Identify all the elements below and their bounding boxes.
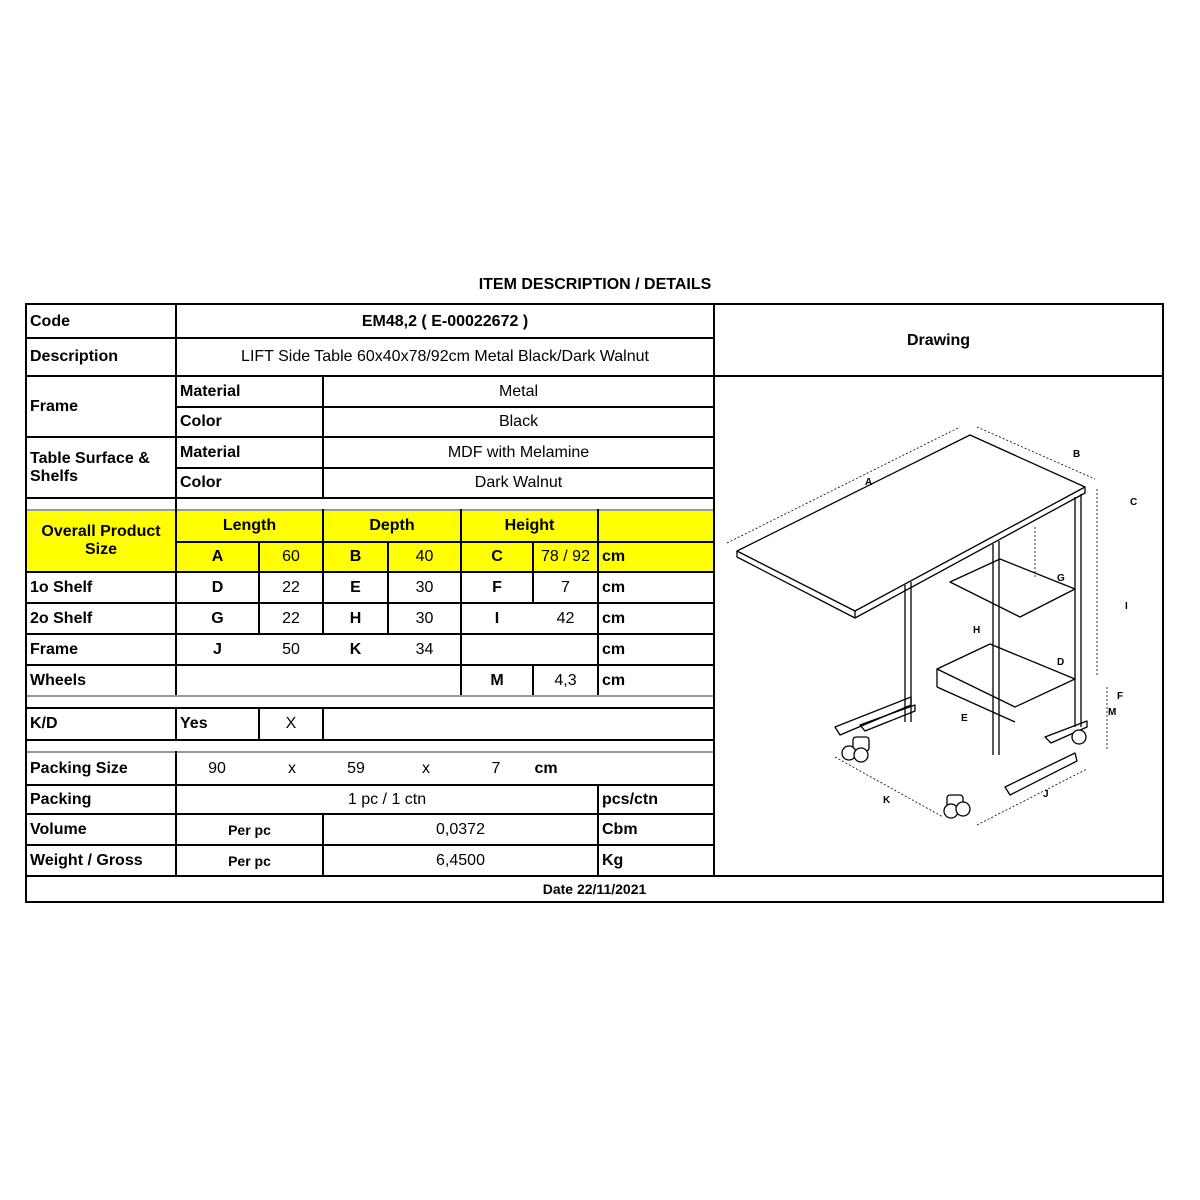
frame-color-label: Color — [180, 413, 222, 430]
description-value: LIFT Side Table 60x40x78/92cm Metal Black/Dark Walnut — [241, 348, 649, 365]
wheels-value: 4,3 — [554, 671, 577, 689]
shelf1-depth-value: 30 — [415, 578, 434, 596]
frame-material-label: Material — [180, 382, 241, 400]
volume-label: Volume — [30, 820, 87, 838]
packing-size-label: Packing Size — [30, 759, 128, 777]
packing-label: Packing — [30, 790, 92, 808]
length-header: Length — [177, 511, 322, 541]
page-title: ITEM DESCRIPTION / DETAILS — [478, 276, 712, 293]
description-label: Description — [30, 348, 119, 365]
shelf1-label: 1o Shelf — [30, 578, 93, 596]
surface-material-value: MDF with Melamine — [447, 443, 590, 461]
shelf1-depth-code: E — [350, 578, 361, 596]
kd-label: K/D — [30, 715, 58, 732]
volume-per: Per pc — [228, 821, 271, 838]
date-footer: Date 22/11/2021 — [542, 881, 647, 897]
dim-label-i: I — [1125, 601, 1128, 612]
dim-label-a: A — [865, 477, 873, 488]
shelf1-unit: cm — [602, 578, 626, 596]
overall-size-label: Overall Product Size — [27, 511, 175, 571]
dim-label-j: J — [1043, 789, 1049, 800]
kd-mark: X — [285, 715, 297, 732]
shelf2-depth-code: H — [349, 609, 362, 627]
shelf2-length-code: G — [211, 609, 224, 627]
frame-length-value: 50 — [282, 640, 300, 658]
overall-height-code: C — [462, 543, 532, 571]
shelf2-unit: cm — [602, 609, 626, 627]
shelf2-length-value: 22 — [282, 609, 300, 627]
dim-label-d: D — [1057, 657, 1065, 668]
dim-label-g: G — [1057, 573, 1065, 584]
packing-size-x2: x — [422, 759, 430, 777]
packing-size-x1: x — [288, 759, 296, 777]
packing-unit: pcs/ctn — [602, 790, 659, 808]
frame-label: Frame — [30, 397, 79, 415]
shelf1-length-code: D — [211, 578, 224, 596]
volume-value: 0,0372 — [436, 820, 485, 838]
surface-material-label: Material — [180, 443, 241, 461]
weight-label: Weight / Gross — [30, 851, 143, 869]
surface-color-value: Dark Walnut — [474, 474, 563, 491]
shelf2-height-code: I — [494, 609, 500, 627]
frame-depth-value: 34 — [415, 640, 434, 658]
frame-material-value: Metal — [498, 382, 539, 400]
frame-row-label: Frame — [30, 640, 79, 658]
dim-label-f: F — [1117, 691, 1124, 702]
dim-label-k: K — [883, 795, 891, 806]
wheels-unit: cm — [602, 671, 626, 689]
depth-header: Depth — [324, 511, 460, 541]
code-value: EM48,2 ( E-00022672 ) — [361, 313, 529, 330]
shelf1-height-code: F — [492, 578, 502, 596]
frame-length-code: J — [213, 640, 222, 658]
wheels-label: Wheels — [30, 671, 87, 689]
packing-value: 1 pc / 1 ctn — [347, 790, 427, 808]
overall-unit: cm — [599, 543, 713, 571]
weight-unit: Kg — [602, 851, 624, 869]
shelf1-length-value: 22 — [282, 578, 300, 596]
dim-label-m: M — [1108, 707, 1117, 718]
packing-size-length: 90 — [208, 759, 226, 777]
shelf2-label: 2o Shelf — [30, 609, 93, 627]
frame-color-value: Black — [498, 413, 539, 430]
dim-label-b: B — [1073, 449, 1081, 460]
table-drawing — [715, 377, 1162, 875]
code-label: Code — [30, 313, 70, 330]
weight-per: Per pc — [228, 852, 271, 869]
surface-color-label: Color — [180, 474, 222, 491]
overall-depth-code: B — [324, 543, 387, 571]
volume-unit: Cbm — [602, 820, 638, 838]
wheels-code: M — [490, 671, 504, 689]
dim-label-e: E — [961, 713, 968, 724]
packing-size-width: 59 — [347, 759, 365, 777]
packing-size-unit: cm — [534, 759, 558, 777]
overall-length-value: 60 — [260, 543, 322, 571]
packing-size-height: 7 — [491, 759, 501, 777]
kd-yes: Yes — [180, 715, 208, 732]
frame-row-unit: cm — [602, 640, 626, 658]
drawing-header: Drawing — [906, 332, 971, 349]
dim-label-h: H — [973, 625, 981, 636]
frame-depth-code: K — [349, 640, 362, 658]
header-blank — [599, 511, 713, 541]
shelf2-height-value: 42 — [556, 609, 575, 627]
shelf1-height-value: 7 — [561, 578, 570, 596]
surface-label: Table Surface & Shelfs — [30, 449, 150, 485]
overall-depth-value: 40 — [389, 543, 460, 571]
dim-label-c: C — [1130, 497, 1138, 508]
weight-value: 6,4500 — [436, 851, 485, 869]
shelf2-depth-value: 30 — [415, 609, 434, 627]
overall-height-value: 78 / 92 — [534, 543, 597, 571]
height-header: Height — [462, 511, 597, 541]
item-details-sheet — [25, 303, 1164, 903]
overall-length-code: A — [177, 543, 258, 571]
